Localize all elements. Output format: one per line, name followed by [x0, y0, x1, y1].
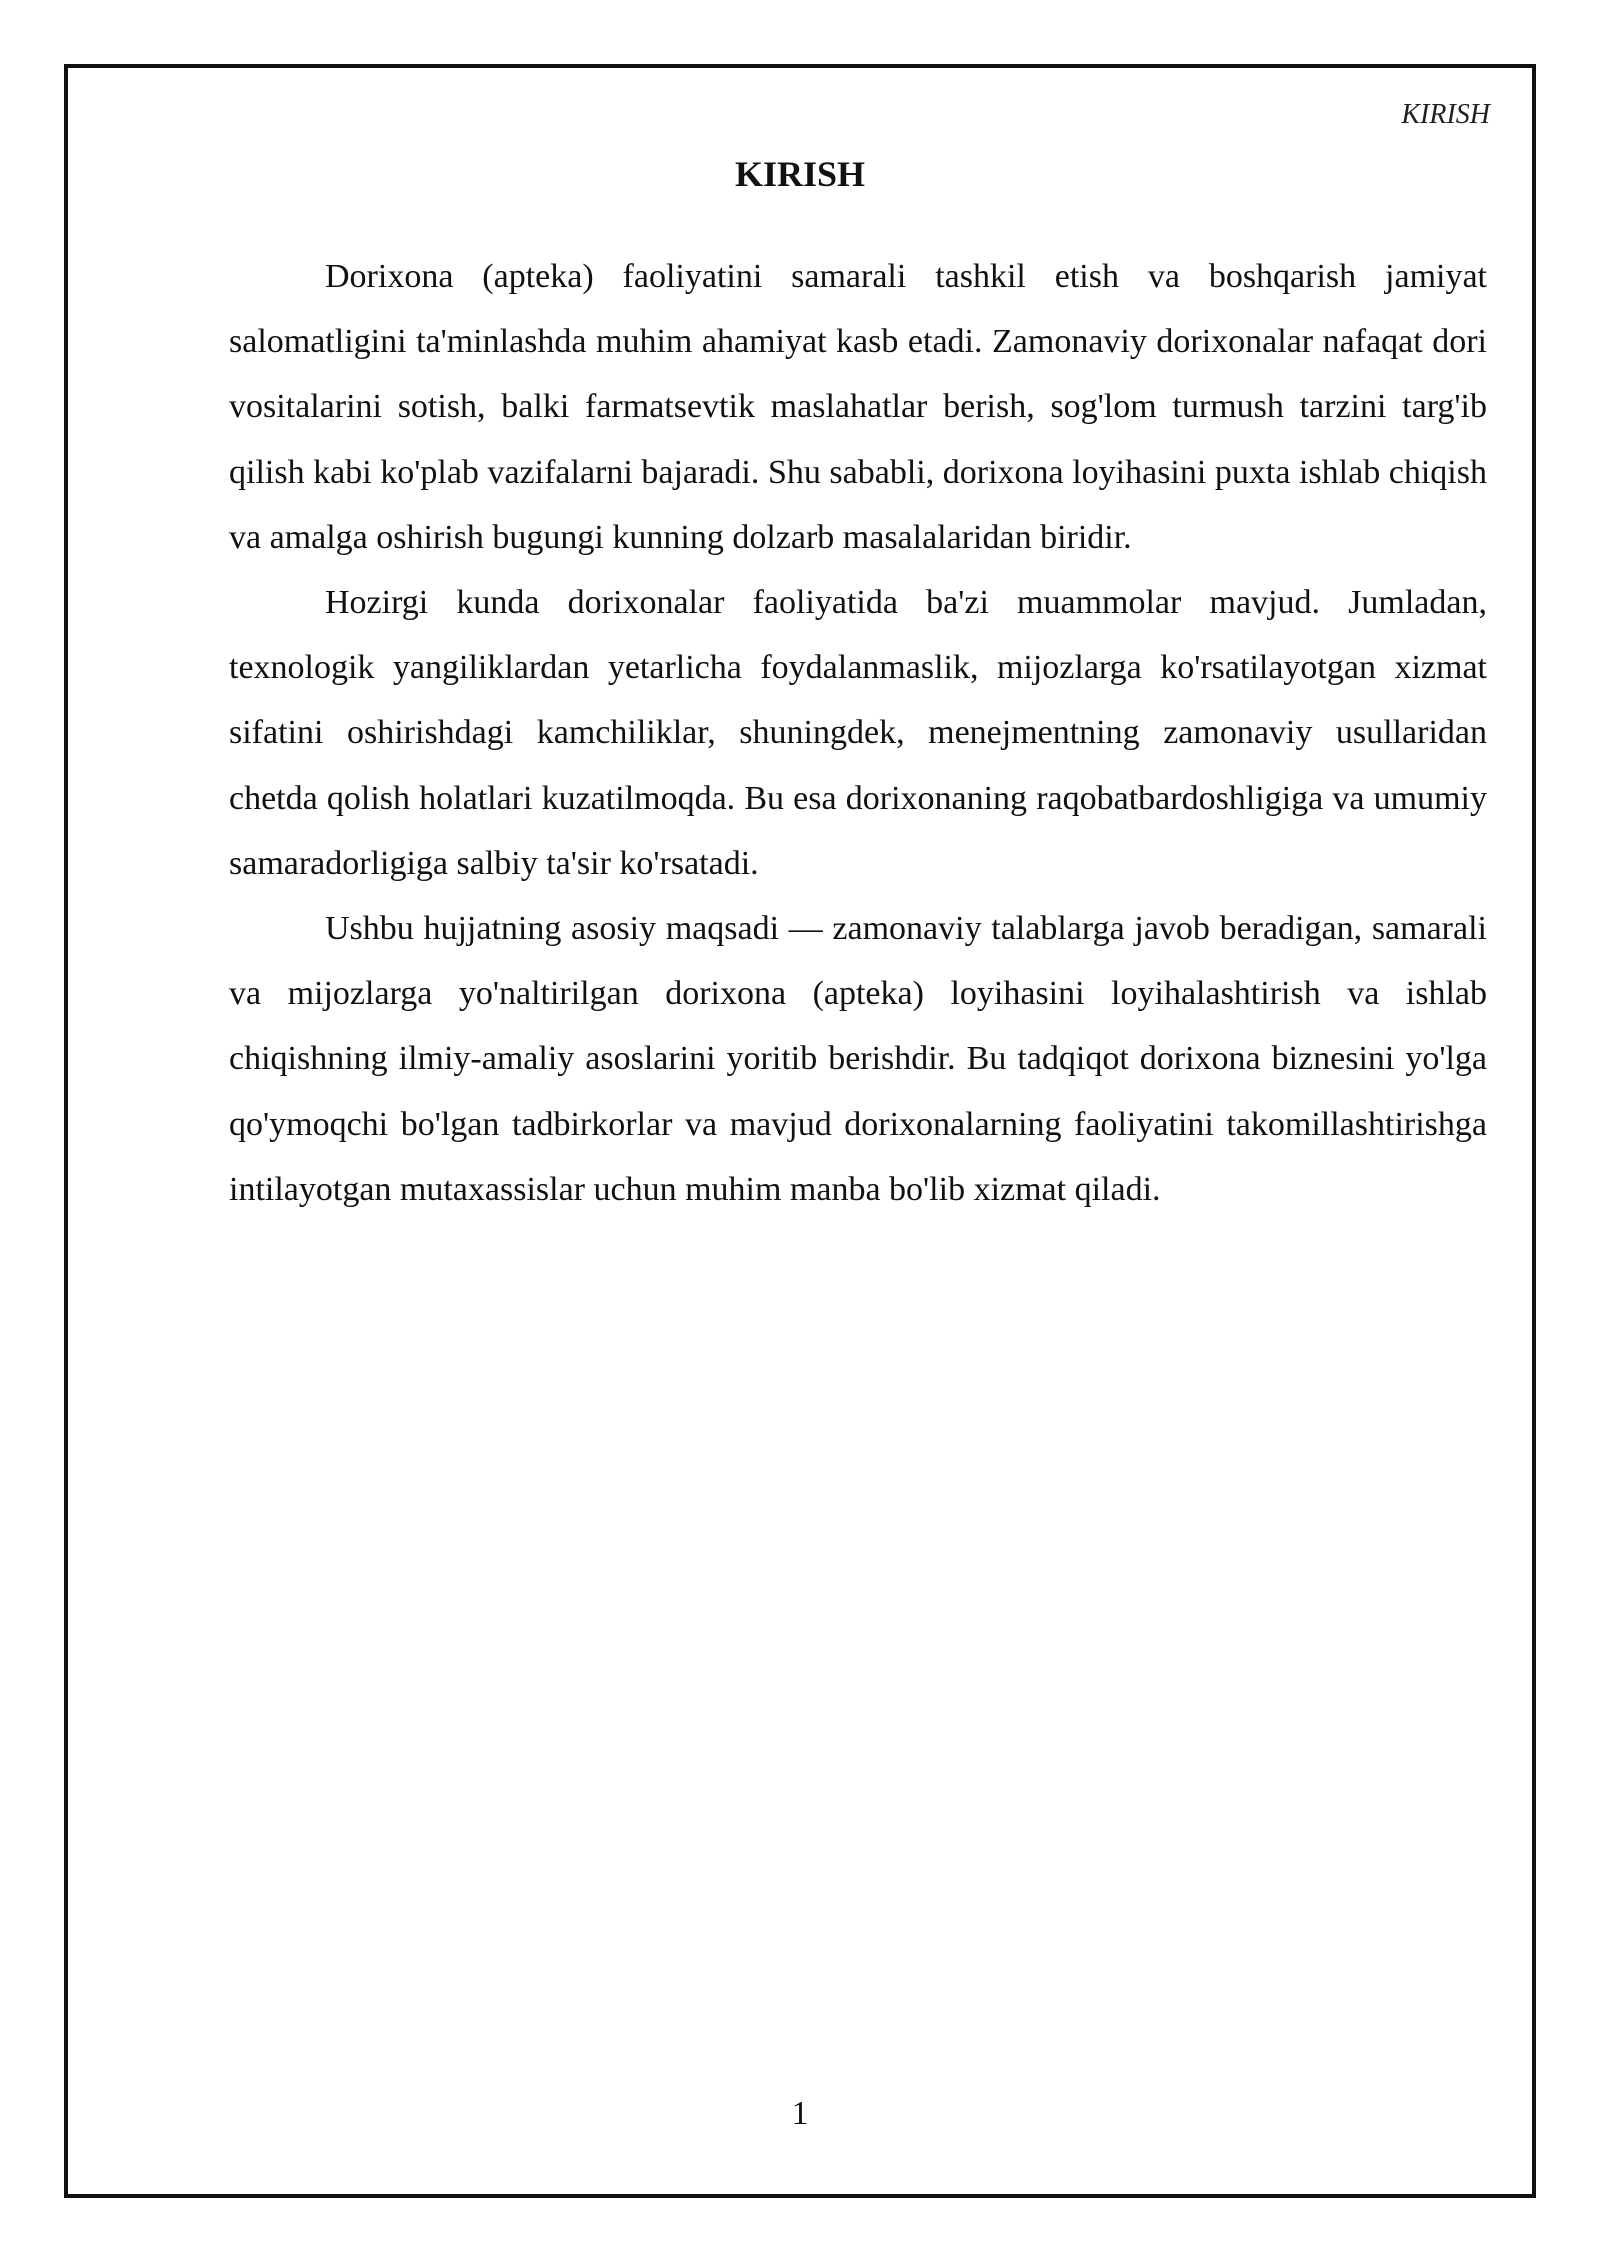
running-header: KIRISH	[1401, 99, 1490, 130]
page-title: KIRISH	[734, 154, 866, 194]
paragraph: Dorixona (apteka) faoliyatini samarali tashkil etish va boshqarish jamiyat salomatligini ta'minlashda muhim ahamiyat kasb etadi. Zamonaviy dorixonalar nafaqat dori vositalarini sotish, balki farmatsevtik maslahatlar berish, sog'lom turmush tarzini targ'ib qilish kabi ko'plab vazifalarni bajaradi. Shu sababli, dorixona loyihasini puxta ishlab chiqish va amalga oshirish bugungi kunning dolzarb masalalaridan biridir.	[229, 258, 1487, 556]
paragraph: Hozirgi kunda dorixonalar faoliyatida ba'zi muammolar mavjud. Jumladan, texnologik yangiliklardan yetarlicha foydalanmaslik, mijozlarga ko'rsatilayotgan xizmat sifatini oshirishdagi kamchiliklar, shuningdek, menejmentning zamonaviy usullaridan chetda qolish holatlari kuzatilmoqda. Bu esa dorixonaning raqobatbardoshligiga va umumiy samaradorligiga salbiy ta'sir ko'rsatadi.	[229, 584, 1487, 882]
paragraph: Ushbu hujjatning asosiy maqsadi — zamonaviy talablarga javob beradigan, samarali va mijozlarga yo'naltirilgan dorixona (apteka) loyihasini loyihalashtirish va ishlab chiqishning ilmiy-amaliy asoslarini yoritib berishdir. Bu tadqiqot dorixona biznesini yo'lga qo'ymoqchi bo'lgan tadbirkorlar va mavjud dorixonalarning faoliyatini takomillashtirishga intilayotgan mutaxassislar uchun muhim manba bo'lib xizmat qiladi.	[229, 910, 1487, 1208]
body-text	[229, 244, 1487, 1222]
page-number: 1	[791, 2095, 809, 2132]
